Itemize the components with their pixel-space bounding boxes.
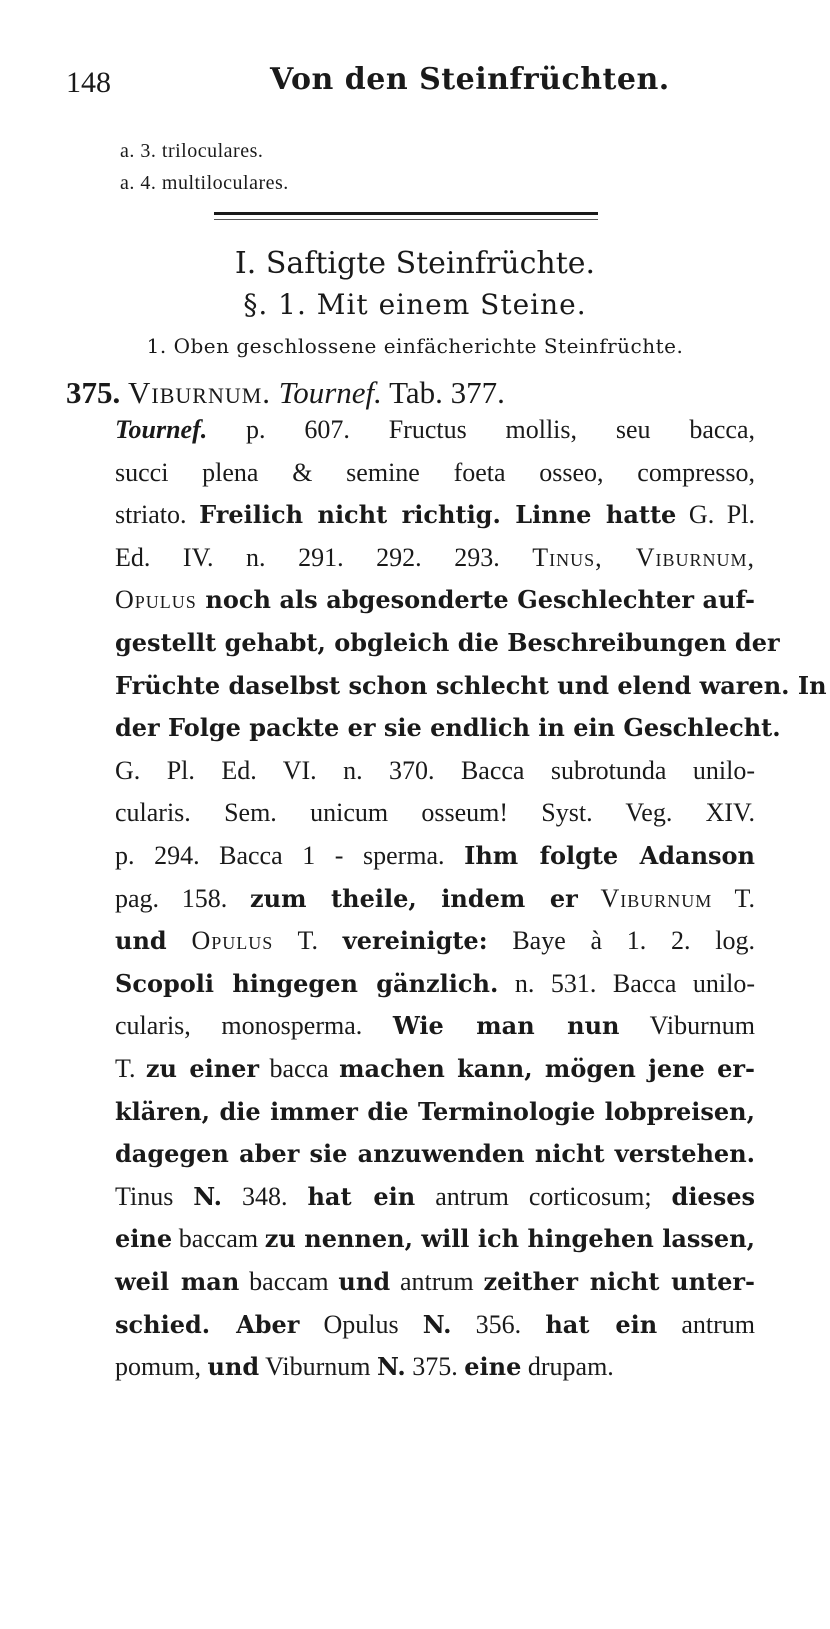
text-run: N. bbox=[377, 1352, 406, 1382]
text-run: G. Pl. Ed. VI. n. 370. Bacca subrotunda unilo- bbox=[115, 755, 755, 785]
text-run: n. 531. Bacca unilo- bbox=[498, 968, 755, 998]
text-run: gestellt gehabt, obgleich die Beschreibungen der bbox=[115, 628, 780, 657]
text-run bbox=[578, 884, 601, 913]
text-run bbox=[167, 926, 192, 955]
body-line bbox=[115, 1054, 755, 1084]
section-divider-thin bbox=[214, 219, 598, 220]
body-line bbox=[115, 1097, 755, 1127]
text-run: weil man bbox=[115, 1267, 240, 1296]
text-run: T. bbox=[712, 883, 755, 913]
text-run: antrum bbox=[390, 1267, 484, 1296]
text-run: Tinus, Viburnum, bbox=[532, 542, 755, 572]
text-run: Opulus bbox=[299, 1309, 423, 1339]
body-line bbox=[115, 756, 755, 786]
text-run: 375. bbox=[405, 1352, 465, 1382]
text-run: Opulus bbox=[191, 926, 274, 956]
body-line bbox=[115, 415, 755, 445]
body-line bbox=[115, 543, 755, 573]
section-subtitle: §. 1. Mit einem Steine. bbox=[243, 288, 587, 321]
body-line bbox=[115, 926, 755, 956]
text-run: 356. bbox=[451, 1309, 546, 1339]
text-run: antrum corticosum; bbox=[415, 1181, 672, 1211]
text-run: Viburnum bbox=[259, 1352, 377, 1382]
body-line bbox=[115, 1310, 755, 1340]
section-title: I. Saftigte Steinfrüchte. bbox=[234, 246, 596, 281]
text-run: zu einer bbox=[145, 1054, 260, 1083]
body-line bbox=[115, 1139, 755, 1169]
page-number: 148 bbox=[66, 66, 111, 99]
text-run: Freilich nicht richtig. Linne hatte bbox=[199, 500, 677, 530]
body-line bbox=[115, 628, 780, 658]
body-line bbox=[115, 458, 755, 488]
text-run: cularis. Sem. unicum osseum! Syst. Veg. XIV. bbox=[115, 798, 755, 828]
text-run: p. 294. Bacca 1 - sperma. bbox=[115, 841, 465, 870]
text-run: Ed. IV. n. 291. 292. 293. bbox=[115, 542, 533, 572]
text-run: und bbox=[338, 1267, 391, 1296]
text-run: vereinigte: bbox=[342, 926, 488, 956]
text-run: p. 607. Fructus mollis, seu bacca, bbox=[207, 415, 755, 444]
section-divider bbox=[214, 212, 598, 215]
text-run: der Folge packte er sie endlich in ein Geschlecht. bbox=[115, 713, 781, 743]
body-line bbox=[115, 798, 755, 828]
text-run: pomum, bbox=[115, 1352, 208, 1382]
text-run: N. bbox=[422, 1309, 452, 1339]
text-run: Früchte daselbst schon schlecht und elend waren. In bbox=[115, 670, 827, 700]
text-run: eine bbox=[464, 1352, 522, 1382]
text-run: baccam bbox=[172, 1224, 265, 1254]
body-line bbox=[115, 500, 755, 530]
entry-author: Tournef. bbox=[278, 375, 382, 410]
text-run: striato. bbox=[115, 500, 200, 530]
text-run: Baye à 1. 2. log. bbox=[487, 926, 756, 956]
text-run: zum theile, indem er bbox=[249, 883, 578, 913]
body-line bbox=[115, 969, 755, 999]
list-item bbox=[120, 140, 263, 163]
entry-genus: Viburnum. bbox=[128, 375, 272, 410]
text-run: hat ein bbox=[307, 1181, 416, 1211]
text-run: Viburnum bbox=[600, 883, 713, 913]
text-run: hat ein bbox=[545, 1309, 658, 1339]
list-item-label: a. 3. bbox=[120, 140, 157, 162]
text-run: antrum bbox=[657, 1309, 755, 1339]
text-run: Scopoli hingegen gänzlich. bbox=[115, 968, 499, 998]
text-run: Wie man nun bbox=[392, 1011, 620, 1041]
text-run: klären, die immer die Terminologie lobpreisen, bbox=[115, 1096, 755, 1126]
text-run: Tournef. bbox=[115, 415, 208, 444]
text-run: Opulus bbox=[115, 585, 197, 615]
text-run: drupam. bbox=[521, 1352, 614, 1382]
text-run: T. bbox=[115, 1054, 146, 1083]
running-title: Von den Steinfrüchten. bbox=[270, 62, 670, 97]
list-item-text: multiloculares. bbox=[161, 172, 289, 194]
text-run: noch als abgesonderte Geschlechter auf- bbox=[196, 585, 755, 615]
text-run: cularis, monosperma. bbox=[115, 1011, 393, 1041]
entry-number: 375. bbox=[66, 375, 121, 410]
text-run: und bbox=[207, 1352, 260, 1382]
body-line bbox=[115, 585, 755, 615]
text-run: zu nennen, will ich hingehen lassen, bbox=[264, 1224, 755, 1254]
body-line bbox=[115, 713, 781, 743]
text-run: bacca bbox=[259, 1054, 340, 1083]
list-item-text: triloculares. bbox=[161, 140, 264, 162]
text-run: 348. bbox=[222, 1181, 308, 1211]
text-run: schied. Aber bbox=[115, 1309, 300, 1339]
text-run: baccam bbox=[239, 1267, 339, 1296]
text-run: G. Pl. bbox=[676, 500, 755, 530]
text-run: zeither nicht unter- bbox=[483, 1267, 755, 1296]
body-line bbox=[115, 1182, 755, 1212]
text-run: pag. 158. bbox=[115, 883, 250, 913]
entry-tab: Tab. 377. bbox=[389, 375, 505, 410]
text-run: eine bbox=[115, 1224, 173, 1254]
body-line bbox=[115, 841, 755, 871]
text-run: Tinus bbox=[115, 1181, 194, 1211]
text-run: Viburnum bbox=[619, 1011, 755, 1041]
body-line bbox=[115, 1011, 755, 1041]
text-run: succi plena & semine foeta osseo, compresso, bbox=[115, 457, 755, 487]
text-run: N. bbox=[193, 1181, 223, 1211]
body-line bbox=[115, 1224, 755, 1254]
entry-heading bbox=[66, 375, 505, 411]
text-run: dagegen aber sie anzuwenden nicht verstehen. bbox=[115, 1139, 755, 1169]
text-run: machen kann, mögen jene er- bbox=[339, 1054, 755, 1083]
body-line bbox=[115, 670, 827, 701]
body-line bbox=[115, 1352, 614, 1382]
text-run: dieses bbox=[671, 1181, 755, 1211]
text-run: Ihm folgte Adanson bbox=[464, 841, 755, 870]
body-line bbox=[115, 1267, 755, 1297]
text-run: und bbox=[115, 926, 167, 956]
text-run: T. bbox=[273, 926, 343, 956]
body-line bbox=[115, 884, 755, 914]
list-item bbox=[120, 172, 289, 195]
list-item-label: a. 4. bbox=[120, 172, 157, 194]
section-subheading: 1. Oben geschlossene einfächerichte Steinfrüchte. bbox=[146, 334, 684, 358]
